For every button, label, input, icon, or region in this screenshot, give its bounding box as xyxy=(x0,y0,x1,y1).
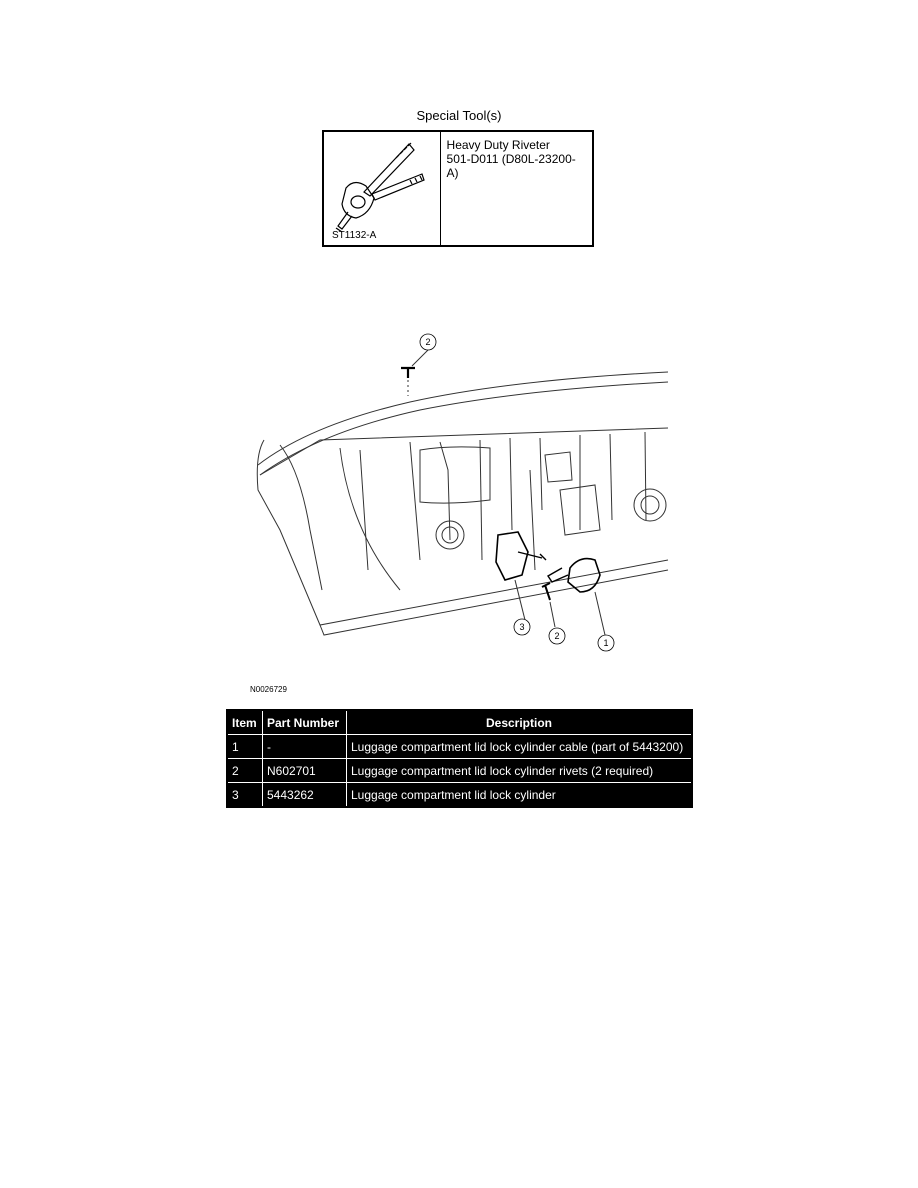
svg-text:2: 2 xyxy=(554,631,560,641)
svg-text:2: 2 xyxy=(425,337,431,347)
callout-2-bottom xyxy=(549,628,565,644)
special-tool-table xyxy=(322,130,594,247)
description-cell: Luggage compartment lid lock cylinder rivets (2 required) xyxy=(347,759,693,783)
svg-text:1: 1 xyxy=(603,638,609,648)
part-number-cell: 5443262 xyxy=(263,783,347,808)
description-cell: Luggage compartment lid lock cylinder cable (part of 5443200) xyxy=(347,735,693,759)
item-cell: 3 xyxy=(227,783,263,808)
table-row xyxy=(227,735,692,759)
riveter-illustration xyxy=(324,132,441,245)
tool-description-cell xyxy=(441,132,592,245)
table-header-row xyxy=(227,710,692,735)
item-cell: 2 xyxy=(227,759,263,783)
table-row xyxy=(227,759,692,783)
tool-name: Heavy Duty Riveter xyxy=(446,138,550,152)
part-number-cell: N602701 xyxy=(263,759,347,783)
header-part-number: Part Number xyxy=(263,710,347,735)
parts-table xyxy=(226,709,693,808)
callout-3 xyxy=(514,619,530,635)
description-cell: Luggage compartment lid lock cylinder xyxy=(347,783,693,808)
tool-image-cell xyxy=(324,132,441,245)
part-number-cell: - xyxy=(263,735,347,759)
special-tools-title: Special Tool(s) xyxy=(416,108,502,123)
tool-number: 501-D011 (D80L-23200-A) xyxy=(446,152,576,180)
lock-cylinder-illustration xyxy=(250,330,670,660)
header-item: Item xyxy=(227,710,263,735)
figure-id: N0026729 xyxy=(250,685,287,694)
header-description: Description xyxy=(347,710,693,735)
table-row xyxy=(227,783,692,808)
item-cell: 1 xyxy=(227,735,263,759)
callout-1 xyxy=(598,635,614,651)
tool-image-code: ST1132-A xyxy=(332,230,377,241)
svg-text:3: 3 xyxy=(519,622,525,632)
callout-2-top xyxy=(420,334,436,350)
